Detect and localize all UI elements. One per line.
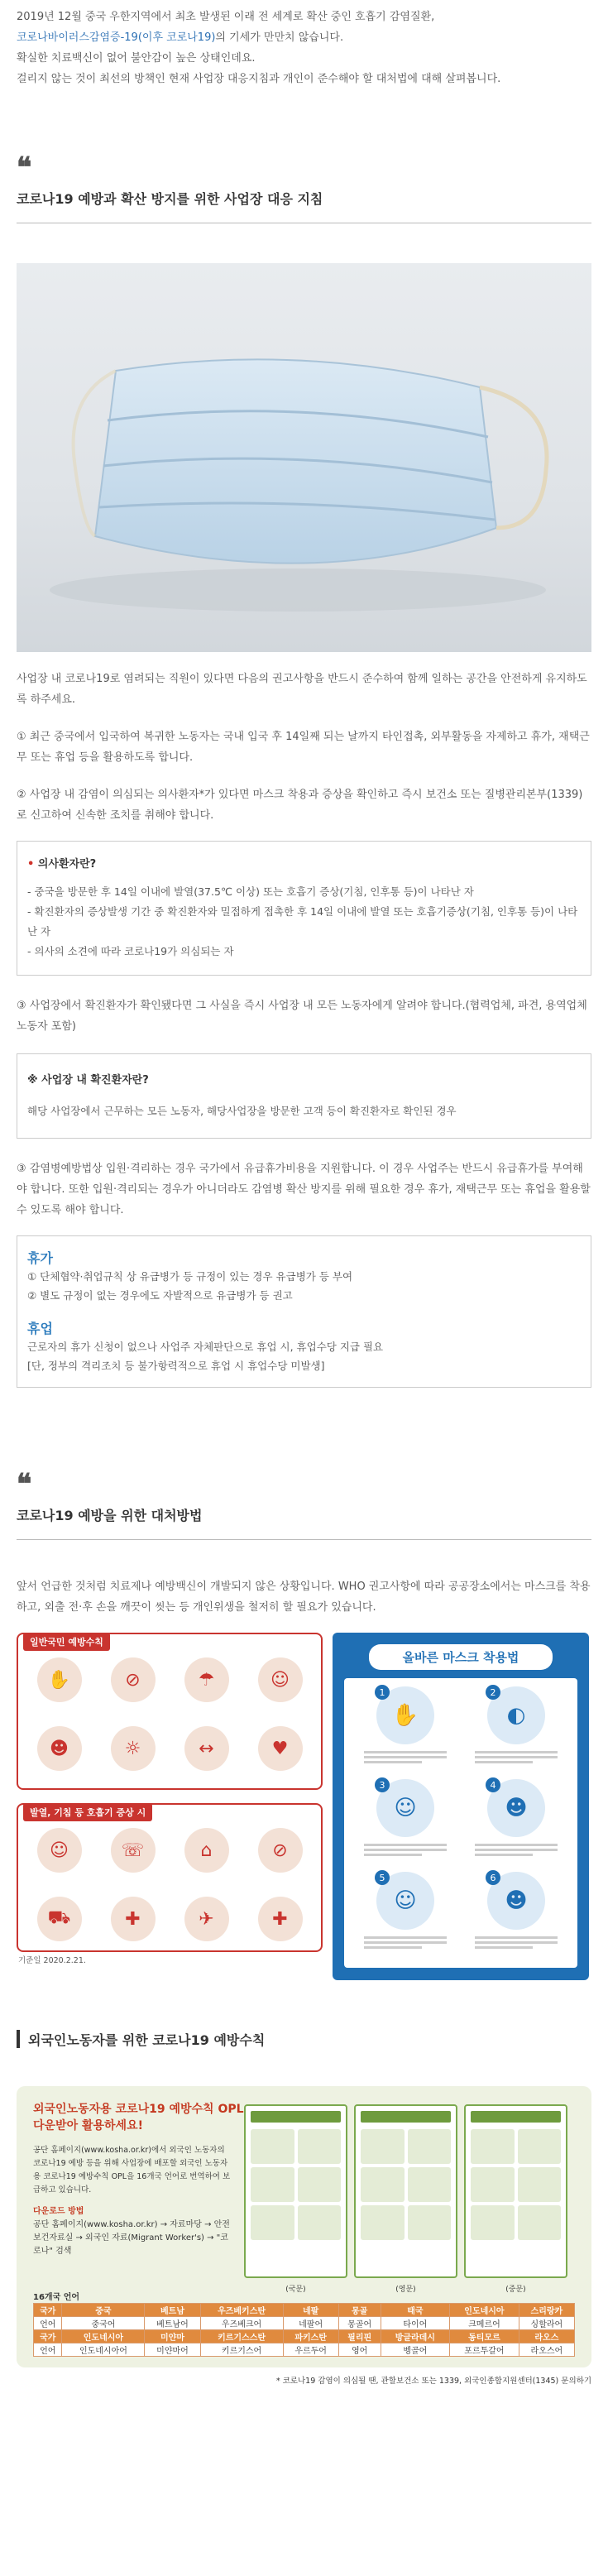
table-cell: 국가 [34,2330,62,2343]
symptom-rules-panel [17,1803,323,1952]
general-rules-icons [18,1634,321,1796]
mask-step [352,1872,458,1960]
fever-icon: ☼ [111,1726,156,1771]
rule-cell [172,1726,241,1790]
rule-cell [246,1726,314,1790]
table-cell: 국가 [34,2304,62,2317]
confirmed-patient-title: ※ 사업장 내 확진환자란? [27,1074,149,1087]
table-cell: 파키스탄 [283,2330,338,2343]
table-cell: 키르기스스탄 [200,2330,283,2343]
banner-title-2: 다운받아 활용하세요! [33,2119,143,2132]
table-cell: 포르투갈어 [450,2343,519,2357]
download-instructions [33,2205,232,2258]
table-cell: 몽골 [338,2304,381,2317]
table-row [34,2330,575,2343]
step-text [364,1749,447,1763]
step-number: 4 [486,1777,500,1792]
table-cell: 라오스 [519,2330,574,2343]
mask-wearing-poster [333,1633,589,1980]
section-2-header [17,1470,591,1540]
suspected-patient-title [27,855,581,871]
shutdown-line-2: [단, 정부의 격리조치 등 불가항력적으로 휴업 시 휴업수당 미발생] [27,1360,325,1372]
mask-wearing-title: 올바른 마스크 착용법 [369,1644,553,1670]
quote-icon: ❝ [17,151,32,185]
crowd-icon: ☻ [37,1726,82,1771]
mask-step [463,1686,569,1774]
table-cell: 인도네시아 [62,2330,145,2343]
covid-highlight: 코로나바이러스감염증-19(이후 코로나19) [17,31,216,44]
language-caption: 16개국 언어 [33,2293,80,2302]
rule-cell [25,1828,93,1892]
doctor-icon: ✚ [111,1897,156,1941]
prevention-rules-poster [17,1633,323,1964]
section-2-divider [17,1539,591,1540]
mask-step [463,1779,569,1867]
mask-wear-icon: ☺ [37,1828,82,1873]
table-cell: 방글라데시 [381,2330,450,2343]
contact-footnote: * 코로나19 감염이 의심될 땐, 관할보건소 또는 1339, 외국인종합지원센터(1345) 문의하기 [275,2377,591,2386]
table-cell: 벵골어 [381,2343,450,2357]
intro-text [17,0,591,89]
table-cell: 네팔 [283,2304,338,2317]
thumb-label: (중문) [505,2286,526,2294]
step-number: 6 [486,1870,500,1885]
section-1-paragraph-4: ③ 감염병예방법상 입원·격리하는 경우 국가에서 유급휴가비용을 지원합니다. 이 경우 사업주는 반드시 유급휴가를 부여해야 합니다. 또한 입원·격리되는 경우가 아니더라도 감염병 확산 방지를 위해 필요한 경우 휴가, 재택근무 또는 휴업을 활용할 수 있도록 해야 합니다. [17,1163,591,1216]
table-cell: 중국 [62,2304,145,2317]
table-cell: 우즈베크어 [200,2317,283,2330]
seal-check-icon: ☻ 6 [487,1872,545,1930]
general-rules-panel [17,1633,323,1790]
section-2-title: 코로나19 예방을 위한 대처방법 [17,1508,203,1523]
table-cell: 베트남 [145,2304,200,2317]
distance-icon: ↔ [184,1726,229,1771]
confirmed-patient-box [17,1053,591,1139]
rule-cell [98,1828,167,1892]
rule-cell [246,1828,314,1892]
intro-line-3: 확실한 치료백신이 없어 불안감이 높은 상태인데요. [17,52,256,65]
section-1-paragraph-2: ② 사업장 내 감염이 의심되는 의사환자*가 있다면 마스크 착용과 증상을 확인하고 즉시 보건소 또는 질병관리본부(1339)로 신고하여 신속한 조치를 취해야 합니다. [17,789,583,822]
travel-history-icon: ✈ [184,1897,229,1941]
no-travel-icon: ⊘ [258,1828,303,1873]
table-cell: 스리랑카 [519,2304,574,2317]
step-text [364,1841,447,1856]
surgical-mask-illustration [17,263,591,652]
hand-wash-icon: ✋ 1 [376,1686,434,1744]
shutdown-heading: 휴업 [27,1321,53,1336]
opl-thumbnail-korean[interactable] [244,2104,347,2278]
rule-cell [98,1726,167,1790]
table-cell: 몽골어 [338,2317,381,2330]
table-cell: 우즈베키스탄 [200,2304,283,2317]
table-cell: 필리핀 [338,2330,381,2343]
intro-line-2 [17,27,591,48]
banner-title-1: 외국인노동자용 코로나19 예방수칙 OPL [33,2103,244,2116]
table-row [34,2343,575,2357]
table-cell: 영어 [338,2343,381,2357]
table-cell: 크메르어 [450,2317,519,2330]
step-number: 5 [375,1870,390,1885]
section-3-title: 외국인노동자를 위한 코로나19 예방수칙 [28,2032,266,2048]
rule-cell [246,1657,314,1721]
table-cell: 네팔어 [283,2317,338,2330]
mask-icon: ☺ [258,1657,303,1702]
table-cell: 타이어 [381,2317,450,2330]
prevention-posters [17,1633,591,1980]
intro-line-1: 2019년 12월 중국 우한지역에서 최초 발생된 이래 전 세계로 확산 중인 호흡기 감염질환, [17,11,435,23]
suspected-patient-line-1: - 중국을 방문한 후 14일 이내에 발열(37.5℃ 이상) 또는 호흡기 증상(기침, 인후통 등)이 나타난 자 [27,885,474,898]
shutdown-line-1: 근로자의 휴가 신청이 없으나 사업주 자체판단으로 휴업 시, 휴업수당 지급 필요 [27,1341,384,1353]
language-table [33,2303,575,2357]
section-1-paragraph-1: ① 최근 중국에서 입국하여 복귀한 노동자는 국내 입국 후 14일째 되는 날까지 타인접촉, 외부활동을 자제하고 휴가, 재택근무 또는 휴업 등을 활용하도록 합니다. [17,731,590,764]
symptom-rules-icons [18,1805,321,1967]
table-cell: 미얀마어 [145,2343,200,2357]
leave-box [17,1235,591,1388]
leave-line-1: ① 단체협약·취업규칙 상 유급병가 등 규정이 있는 경우 유급병가 등 부여 [27,1270,353,1283]
elder-icon: ♥ [258,1726,303,1771]
general-rules-tag: 일반국민 예방수칙 [23,1633,110,1651]
mask-on-icon: ☺ 3 [376,1779,434,1837]
section-1-header [17,151,591,223]
suspected-patient-box [17,841,591,976]
home-rest-icon: ⌂ [184,1828,229,1873]
download-label: 다운로드 방법 [33,2207,84,2216]
mask-step [352,1779,458,1867]
nose-fit-icon: ☺ 5 [376,1872,434,1930]
table-cell: 언어 [34,2317,62,2330]
hand-wash-icon: ✋ [37,1657,82,1702]
rule-cell [172,1657,241,1721]
rule-cell [25,1897,93,1960]
mask-step [352,1686,458,1774]
section-3-header [17,2030,591,2048]
thumbnail-labels [244,2283,567,2294]
step-number: 3 [375,1777,390,1792]
table-row [34,2304,575,2317]
quote-icon: ❝ [17,1468,32,1501]
section-2-paragraph: 앞서 언급한 것처럼 치료제나 예방백신이 개발되지 않은 상황입니다. WHO 권고사항에 따라 공공장소에서는 마스크를 착용하고, 외출 전·후 손을 깨끗이 씻는 등 개인위생을 철저히 할 필요가 있습니다. [17,1581,591,1614]
step-number: 1 [375,1685,390,1700]
confirmed-patient-line: 해당 사업장에서 근무하는 모든 노동자, 해당사업장을 방문한 고객 등이 확진환자로 확인된 경우 [27,1105,457,1117]
mask-step [463,1872,569,1960]
table-cell: 라오스어 [519,2343,574,2357]
table-cell: 미얀마 [145,2330,200,2343]
intro-line-4: 걸리지 않는 것이 최선의 방책인 현재 사업장 대응지침과 개인이 준수해야 할 대처법에 대해 살펴봅니다. [17,73,501,85]
suspected-patient-line-2: - 확진환자의 증상발생 기간 중 확진환자와 밀접하게 접촉한 후 14일 이내에 발열 또는 호흡기증상(기침, 인후통 등)이 나타난 자 [27,905,578,938]
rule-cell [246,1897,314,1960]
car-icon: ⛟ [37,1897,82,1941]
table-cell: 중국어 [62,2317,145,2330]
phone-icon: ☏ [111,1828,156,1873]
rule-cell [98,1897,167,1960]
opl-download-banner [17,2086,591,2367]
bullet-icon: • [27,858,35,871]
poster-date: 기준일 2020.2.21. [18,1956,86,1965]
suspected-patient-line-3: - 의사의 소견에 따라 코로나19가 의심되는 자 [27,945,234,957]
opl-thumbnail-english[interactable] [354,2104,457,2278]
thumb-label: (국문) [285,2286,306,2294]
mask-wearing-steps [344,1678,577,1968]
section-1-title: 코로나19 예방과 확산 방지를 위한 사업장 대응 지침 [17,191,323,207]
table-cell: 우르두어 [283,2343,338,2357]
step-text [364,1934,447,1949]
step-text [475,1841,558,1856]
clinic-icon: ✚ [258,1897,303,1941]
cough-icon: ☂ [184,1657,229,1702]
table-cell: 인도네시아 [450,2304,519,2317]
no-touch-icon: ⊘ [111,1657,156,1702]
table-cell: 싱할라어 [519,2317,574,2330]
intro-line-2-rest: 의 기세가 만만치 않습니다. [215,31,344,44]
opl-thumbnails [244,2104,567,2278]
suspected-patient-lines [27,882,581,962]
symptom-rules-tag: 발열, 기침 등 호흡기 증상 시 [23,1803,152,1821]
ear-strap-icon: ☻ 4 [487,1779,545,1837]
leave-heading: 휴가 [27,1250,53,1266]
banner-description: 공단 홈페이지(www.kosha.or.kr)에서 외국인 노동자의 코로나19 예방 등을 위해 사업장에 배포할 외국인 노동자용 코로나19 예방수칙 OPL을 16개국 언어로 번역하여 보급하고 있습니다. [33,2146,231,2195]
thumb-label: (영문) [395,2286,416,2294]
table-cell: 동티모르 [450,2330,519,2343]
rule-cell [172,1897,241,1960]
table-row [34,2317,575,2330]
rule-cell [98,1657,167,1721]
table-cell: 언어 [34,2343,62,2357]
section-1-paragraph-3: ③ 사업장에서 확진환자가 확인됐다면 그 사실을 즉시 사업장 내 모든 노동자에게 알려야 합니다.(협력업체, 파견, 용역업체 노동자 포함) [17,1000,587,1033]
table-cell: 태국 [381,2304,450,2317]
step-text [475,1934,558,1949]
step-number: 2 [486,1685,500,1700]
rule-cell [172,1828,241,1892]
opl-thumbnail-chinese[interactable] [464,2104,567,2278]
leave-line-2: ② 별도 규정이 없는 경우에도 자발적으로 유급병가 등 권고 [27,1289,293,1302]
mask-photo [17,263,591,652]
suspected-patient-title-text: 의사환자란? [37,858,97,871]
table-cell: 인도네시아어 [62,2343,145,2357]
table-cell: 키르기스어 [200,2343,283,2357]
download-path: 공단 홈페이지(www.kosha.or.kr) → 자료마당 → 안전보건자료실 → 외국인 자료(Migrant Worker's) → "코로나" 검색 [33,2220,230,2256]
mask-check-icon: ◐ 2 [487,1686,545,1744]
rule-cell [25,1657,93,1721]
rule-cell [25,1726,93,1790]
step-text [475,1749,558,1763]
table-cell: 베트남어 [145,2317,200,2330]
section-1-paragraph-0: 사업장 내 코로나19로 염려되는 직원이 있다면 다음의 권고사항을 반드시 준수하여 함께 일하는 공간을 안전하게 유지하도록 하주세요. [17,673,587,706]
